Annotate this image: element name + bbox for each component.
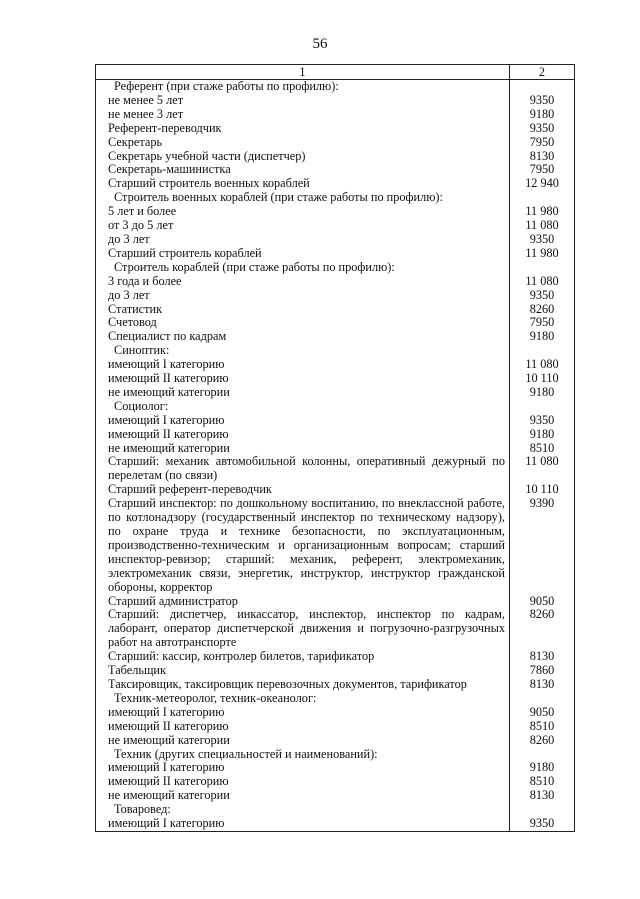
salary-value: 9180	[510, 386, 575, 400]
table-row	[96, 330, 575, 344]
table-row	[96, 720, 575, 734]
salary-value: 11 080	[510, 219, 575, 233]
table-row	[96, 372, 575, 386]
position-name: не имеющий категории	[96, 789, 510, 803]
table-row	[96, 650, 575, 664]
salary-value: 11 080	[510, 275, 575, 289]
salary-value: 7860	[510, 664, 575, 678]
table-row	[96, 706, 575, 720]
salary-value	[510, 748, 575, 762]
position-name: 5 лет и более	[96, 205, 510, 219]
position-name: до 3 лет	[96, 289, 510, 303]
position-name: имеющий II категорию	[96, 720, 510, 734]
table-row	[96, 428, 575, 442]
table-row	[96, 608, 575, 650]
position-name: Старший строитель военных кораблей	[96, 177, 510, 191]
table-row	[96, 94, 575, 108]
table-row	[96, 386, 575, 400]
table-row	[96, 400, 575, 414]
salary-value: 11 080	[510, 455, 575, 483]
table-row	[96, 803, 575, 817]
salary-value: 9180	[510, 761, 575, 775]
position-name: Техник (других специальностей и наименований):	[96, 748, 510, 762]
salary-value: 8130	[510, 678, 575, 692]
position-name: Техник-метеоролог, техник-океанолог:	[96, 692, 510, 706]
salary-value: 8510	[510, 720, 575, 734]
position-name: имеющий II категорию	[96, 428, 510, 442]
salary-value: 9180	[510, 428, 575, 442]
salary-value: 11 980	[510, 247, 575, 261]
table-row	[96, 414, 575, 428]
position-name: Синоптик:	[96, 344, 510, 358]
salary-value: 9050	[510, 595, 575, 609]
table-row	[96, 358, 575, 372]
table-row	[96, 789, 575, 803]
table-row	[96, 289, 575, 303]
salary-value: 8260	[510, 303, 575, 317]
salary-value: 8510	[510, 442, 575, 456]
salary-value: 7950	[510, 316, 575, 330]
table-row	[96, 205, 575, 219]
salary-value: 7950	[510, 136, 575, 150]
table-row	[96, 219, 575, 233]
position-name: не имеющий категории	[96, 442, 510, 456]
salary-value	[510, 344, 575, 358]
table-row	[96, 678, 575, 692]
page-number: 56	[312, 36, 328, 52]
table-row	[96, 664, 575, 678]
table-row	[96, 163, 575, 177]
table-row	[96, 692, 575, 706]
salary-value: 8130	[510, 789, 575, 803]
position-name: Таксировщик, таксировщик перевозочных документов, тарификатор	[96, 678, 510, 692]
table-row	[96, 483, 575, 497]
salary-value: 9350	[510, 233, 575, 247]
position-name: до 3 лет	[96, 233, 510, 247]
position-name: Социолог:	[96, 400, 510, 414]
table-row	[96, 150, 575, 164]
table-row	[96, 108, 575, 122]
position-name: имеющий II категорию	[96, 775, 510, 789]
table-row	[96, 80, 575, 94]
salary-value: 9180	[510, 108, 575, 122]
position-name: Старший администратор	[96, 595, 510, 609]
table-row	[96, 734, 575, 748]
table-row	[96, 191, 575, 205]
table-row	[96, 442, 575, 456]
salary-value: 12 940	[510, 177, 575, 191]
position-name: Статистик	[96, 303, 510, 317]
table-row	[96, 775, 575, 789]
table-row	[96, 247, 575, 261]
table-row	[96, 455, 575, 483]
salary-value: 10 110	[510, 372, 575, 386]
table-row	[96, 303, 575, 317]
table-row	[96, 275, 575, 289]
position-name: Товаровед:	[96, 803, 510, 817]
salary-value: 9350	[510, 122, 575, 136]
table-row	[96, 316, 575, 330]
table-row	[96, 261, 575, 275]
table-row	[96, 748, 575, 762]
salary-value	[510, 692, 575, 706]
salary-value	[510, 80, 575, 94]
table-row	[96, 136, 575, 150]
position-name: Строитель кораблей (при стаже работы по профилю):	[96, 261, 510, 275]
position-name: не менее 3 лет	[96, 108, 510, 122]
salary-value: 8260	[510, 608, 575, 650]
position-name: Счетовод	[96, 316, 510, 330]
position-name: Старший: кассир, контролер билетов, тарификатор	[96, 650, 510, 664]
position-name: не имеющий категории	[96, 734, 510, 748]
position-name: имеющий I категорию	[96, 414, 510, 428]
salary-value	[510, 191, 575, 205]
table-header-row	[96, 65, 575, 80]
table-row	[96, 177, 575, 191]
salary-value: 10 110	[510, 483, 575, 497]
position-name: Референт-переводчик	[96, 122, 510, 136]
position-name: Секретарь учебной части (диспетчер)	[96, 150, 510, 164]
salary-value: 8510	[510, 775, 575, 789]
position-name: Старший референт-переводчик	[96, 483, 510, 497]
position-name: от 3 до 5 лет	[96, 219, 510, 233]
table-row	[96, 761, 575, 775]
position-name: Строитель военных кораблей (при стаже работы по профилю):	[96, 191, 510, 205]
position-name: 3 года и более	[96, 275, 510, 289]
salary-value	[510, 261, 575, 275]
salary-value: 11 080	[510, 358, 575, 372]
position-name: Табельщик	[96, 664, 510, 678]
salary-value	[510, 400, 575, 414]
table-row	[96, 233, 575, 247]
position-name: имеющий I категорию	[96, 358, 510, 372]
salary-value: 9350	[510, 817, 575, 831]
position-name: Старший инспектор: по дошкольному воспитанию, по внеклассной работе, по котлонадзору (государственный инспектор по техническому надзору), по охране труда и технике безопасности, по эксплуатационным, производственно-техническим и организационным вопросам; старший инспектор-ревизор; старший: механик, референт, электромеханик, электромеханик связи, энергетик, инструктор, инструктор гражданской обороны, корректор	[96, 497, 510, 594]
table-row	[96, 122, 575, 136]
position-name: Старший: механик автомобильной колонны, оперативный дежурный по перелетам (по связи)	[96, 455, 510, 483]
position-name: не менее 5 лет	[96, 94, 510, 108]
position-name: Секретарь	[96, 136, 510, 150]
position-name: имеющий I категорию	[96, 761, 510, 775]
salary-value: 9180	[510, 330, 575, 344]
salary-value: 9350	[510, 289, 575, 303]
salary-value: 7950	[510, 163, 575, 177]
salary-value: 9350	[510, 414, 575, 428]
position-name: Секретарь-машинистка	[96, 163, 510, 177]
position-name: Специалист по кадрам	[96, 330, 510, 344]
column-header-1: 1	[96, 65, 510, 80]
position-name: Референт (при стаже работы по профилю):	[96, 80, 510, 94]
position-name: имеющий I категорию	[96, 817, 510, 831]
position-name: Старший: диспетчер, инкассатор, инспектор, инспектор по кадрам, лаборант, оператор диспетчерской движения и погрузочно-разгрузочных работ на автотранспорте	[96, 608, 510, 650]
salary-value: 9050	[510, 706, 575, 720]
table-row	[96, 817, 575, 831]
salary-value: 8130	[510, 650, 575, 664]
salary-value: 8260	[510, 734, 575, 748]
position-name: не имеющий категории	[96, 386, 510, 400]
position-name: Старший строитель кораблей	[96, 247, 510, 261]
salary-value: 9350	[510, 94, 575, 108]
salary-value	[510, 803, 575, 817]
table-body	[96, 80, 575, 832]
column-header-2: 2	[510, 65, 575, 80]
table-row	[96, 595, 575, 609]
salary-table	[95, 64, 575, 832]
table-row	[96, 497, 575, 594]
table-row	[96, 344, 575, 358]
position-name: имеющий I категорию	[96, 706, 510, 720]
salary-value: 11 980	[510, 205, 575, 219]
salary-value: 8130	[510, 150, 575, 164]
position-name: имеющий II категорию	[96, 372, 510, 386]
salary-value: 9390	[510, 497, 575, 594]
